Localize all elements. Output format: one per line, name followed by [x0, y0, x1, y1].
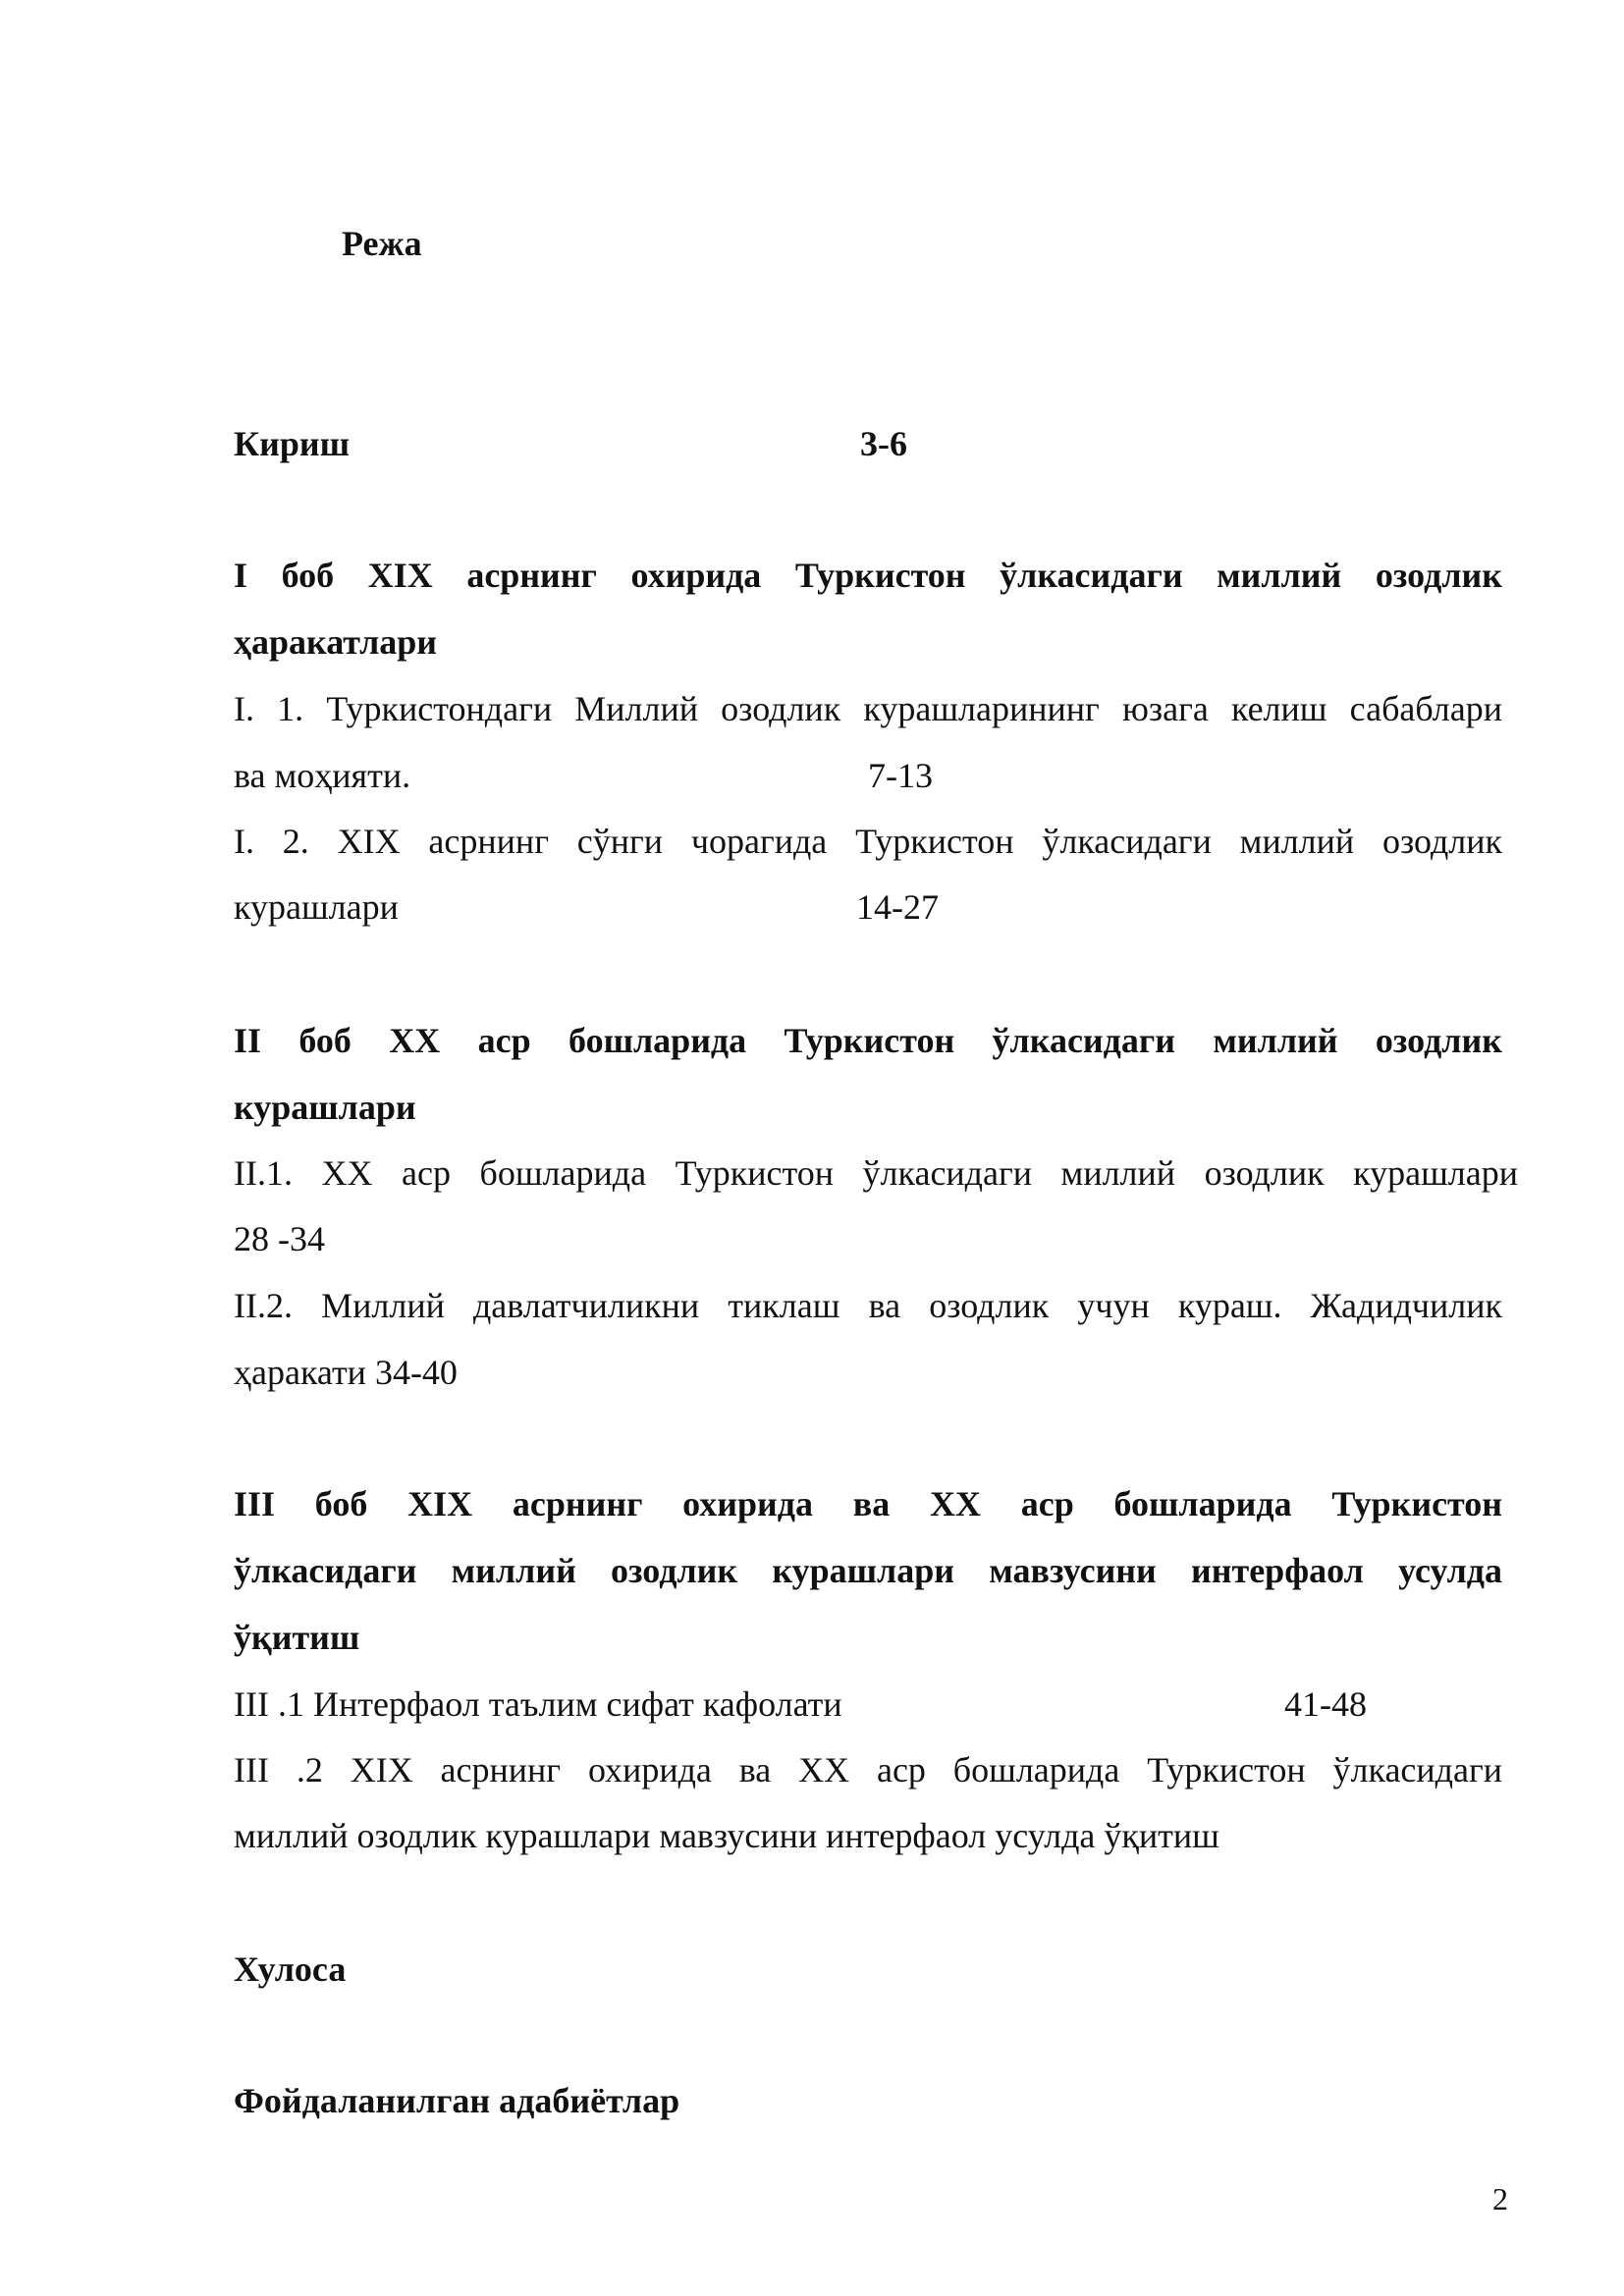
- chapter3-section1-label: III .1 Интерфаол таълим сифат кафолати: [234, 1684, 842, 1724]
- chapter3-section2-line1: III .2 XIX асрнинг охирида ва XX аср бошларида Туркистон ўлкасидаги: [234, 1750, 1502, 1789]
- chapter1-heading-line2: ҳаракатлари: [234, 622, 438, 662]
- toc-conclusion: Хулоса: [234, 1949, 347, 1989]
- toc-intro-label: Кириш: [234, 424, 351, 463]
- chapter2-heading-line2: курашлари: [234, 1088, 416, 1127]
- chapter2-section2-line1: II.2. Миллий давлатчиликни тиклаш ва озодлик учун кураш. Жадидчилик: [234, 1286, 1502, 1325]
- chapter2-heading-line1: II боб XX аср бошларида Туркистон ўлкасидаги миллий озодлик: [234, 1021, 1502, 1060]
- page-number: 2: [1492, 2181, 1508, 2216]
- chapter1-section1-pages: 7-13: [868, 756, 933, 795]
- chapter2-section1-line1: II.1. XX аср бошларида Туркистон ўлкасидаги миллий озодлик курашлари: [234, 1153, 1518, 1193]
- chapter1-section2-pages: 14-27: [856, 887, 939, 927]
- chapter3-heading-line3: ўқитиш: [234, 1618, 360, 1657]
- chapter2-section2-line2: ҳаракати 34-40: [234, 1353, 458, 1392]
- chapter1-section2-line2: курашлари: [234, 887, 399, 927]
- chapter3-section1-pages: 41-48: [1284, 1684, 1367, 1724]
- toc-intro-pages: 3-6: [860, 424, 907, 463]
- chapter3-heading-line1: III боб XIX асрнинг охирида ва XX аср бошларида Туркистон: [234, 1484, 1502, 1523]
- chapter1-section1-line1: I. 1. Туркистондаги Миллий озодлик курашларининг юзага келиш сабаблари: [234, 689, 1502, 728]
- chapter2-section1-line2: 28 -34: [234, 1219, 325, 1258]
- chapter3-section2-line2: миллий озодлик курашлари мавзусини интерфаол усулда ўқитиш: [234, 1816, 1219, 1855]
- chapter3-heading-line2: ўлкасидаги миллий озодлик курашлари мавзусини интерфаол усулда: [234, 1551, 1502, 1590]
- chapter1-heading-line1: I боб XIX асрнинг охирида Туркистон ўлкасидаги миллий озодлик: [234, 556, 1502, 595]
- chapter1-section1-line2: ва моҳияти.: [234, 756, 411, 795]
- page-title: Режа: [342, 224, 422, 263]
- chapter1-section2-line1: I. 2. XIX асрнинг сўнги чорагида Туркистон ўлкасидаги миллий озодлик: [234, 822, 1502, 861]
- toc-references: Фойдаланилган адабиётлар: [234, 2081, 680, 2120]
